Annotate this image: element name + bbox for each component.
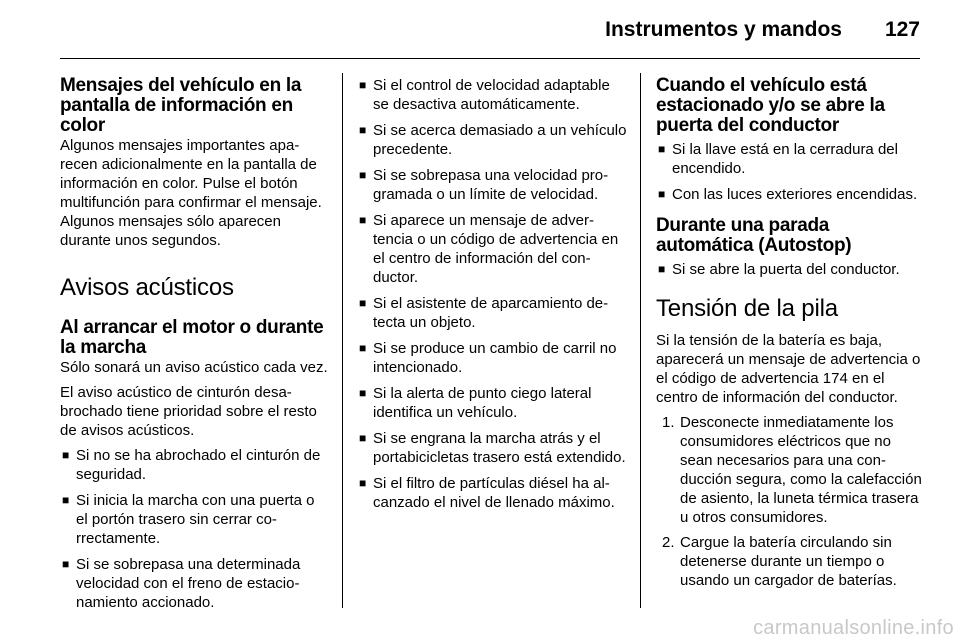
header-title: Instrumentos y mandos xyxy=(605,18,842,41)
bullet-icon: ■ xyxy=(359,213,367,227)
list-item-text: Si el filtro de partículas diésel ha alcanzado el nivel de llenado máximo. xyxy=(373,475,615,511)
column-1 xyxy=(60,76,330,619)
list-item-text: Si se abre la puerta del conductor. xyxy=(672,261,900,278)
list-item-text: Si el asistente de aparcamiento detecta un objeto. xyxy=(373,295,609,331)
list-item xyxy=(357,384,627,422)
list-item-text: Cargue la batería circulando sin detenerse durante un tiempo o usando un cargador de baterías. xyxy=(680,534,897,589)
bullet-icon: ■ xyxy=(62,493,70,507)
heading-vehicle-messages: Mensajes del vehículo en la pantalla de información en color xyxy=(60,75,302,136)
column-divider xyxy=(342,73,343,608)
bullet-icon: ■ xyxy=(62,557,70,571)
bullet-list xyxy=(656,260,924,279)
list-item-text: Si no se ha abrochado el cinturón de seguridad. xyxy=(76,447,321,483)
bullet-icon: ■ xyxy=(359,341,367,355)
page-header xyxy=(60,0,920,59)
list-item-text: Con las luces exteriores encendidas. xyxy=(672,186,918,203)
bullet-icon: ■ xyxy=(359,476,367,490)
numbered-list xyxy=(656,413,924,590)
column-3 xyxy=(656,76,924,596)
list-item xyxy=(357,211,627,287)
bullet-icon: ■ xyxy=(359,168,367,182)
list-item-text: Si se sobrepasa una velocidad programada o un límite de velocidad. xyxy=(373,167,609,203)
heading-tension-pila: Tensión de la pila xyxy=(656,295,838,322)
heading-autostop: Durante una parada automática (Autostop) xyxy=(656,215,852,256)
list-item xyxy=(60,446,330,484)
paragraph-tension: Si la tensión de la batería es baja, aparecerá un mensaje de advertencia o el código de advertencia 174 en el centro de información del conductor. xyxy=(656,332,921,406)
list-item-text: Si se produce un cambio de carril no intencionado. xyxy=(373,340,617,376)
list-item xyxy=(656,533,924,590)
list-item xyxy=(357,294,627,332)
list-item-text: Si aparece un mensaje de advertencia o un código de advertencia en el centro de información del conductor. xyxy=(373,212,619,286)
list-item xyxy=(60,491,330,548)
list-item-text: Si la alerta de punto ciego lateral identifica un vehículo. xyxy=(373,385,592,421)
step-number: 1. xyxy=(662,414,675,431)
column-divider xyxy=(640,73,641,608)
list-item xyxy=(656,413,924,527)
bullet-icon: ■ xyxy=(359,123,367,137)
bullet-icon: ■ xyxy=(359,296,367,310)
bullet-icon: ■ xyxy=(359,386,367,400)
list-item xyxy=(357,339,627,377)
paragraph-seatbelt-priority: El aviso acústico de cinturón desabrochado tiene prioridad sobre el resto de avisos acústicos. xyxy=(60,384,317,439)
bullet-list xyxy=(60,446,330,612)
list-item-text: Si inicia la marcha con una puerta o el portón trasero sin cerrar correctamente. xyxy=(76,492,315,547)
list-item-text: Si se sobrepasa una determinada velocidad con el freno de estacionamiento accionado. xyxy=(76,556,301,611)
bullet-icon: ■ xyxy=(359,78,367,92)
bullet-icon: ■ xyxy=(359,431,367,445)
paragraph-messages: Algunos mensajes importantes aparecen adicionalmente en la pantalla de información en color. Pulse el botón multifunción para confirmar el mensaje. Algunos mensajes sólo aparecen durante unos segundos. xyxy=(60,137,322,249)
list-item-text: Si se engrana la marcha atrás y el portabicicletas trasero está extendido. xyxy=(373,430,626,466)
list-item xyxy=(656,185,924,204)
bullet-icon: ■ xyxy=(658,187,666,201)
list-item xyxy=(656,140,924,178)
list-item xyxy=(656,260,924,279)
page-number: 127 xyxy=(884,18,920,41)
bullet-icon: ■ xyxy=(62,448,70,462)
list-item-text: Si el control de velocidad adaptable se desactiva automáticamente. xyxy=(373,77,610,113)
list-item xyxy=(357,429,627,467)
watermark: carmanualsonline.info xyxy=(753,617,954,639)
bullet-list xyxy=(357,76,627,512)
column-2 xyxy=(357,76,627,519)
heading-avisos-acusticos: Avisos acústicos xyxy=(60,274,234,301)
bullet-list xyxy=(656,140,924,204)
heading-parked: Cuando el vehículo está estacionado y/o se abre la puerta del conductor xyxy=(656,75,885,136)
heading-arrancar: Al arrancar el motor o durante la marcha xyxy=(60,317,324,358)
list-item-text: Desconecte inmediatamente los consumidores eléctricos que no sean necesarios para una conducción segura, como la calefacción de asiento, la luneta térmica trasera u otros consumidores. xyxy=(680,414,922,526)
list-item xyxy=(357,76,627,114)
bullet-icon: ■ xyxy=(658,142,666,156)
list-item-text: Si se acerca demasiado a un vehículo precedente. xyxy=(373,122,627,158)
paragraph-single-warning: Sólo sonará un aviso acústico cada vez. xyxy=(60,359,328,376)
list-item-text: Si la llave está en la cerradura del encendido. xyxy=(672,141,898,177)
bullet-icon: ■ xyxy=(658,262,666,276)
step-number: 2. xyxy=(662,534,675,551)
list-item xyxy=(357,474,627,512)
list-item xyxy=(357,166,627,204)
list-item xyxy=(60,555,330,612)
list-item xyxy=(357,121,627,159)
